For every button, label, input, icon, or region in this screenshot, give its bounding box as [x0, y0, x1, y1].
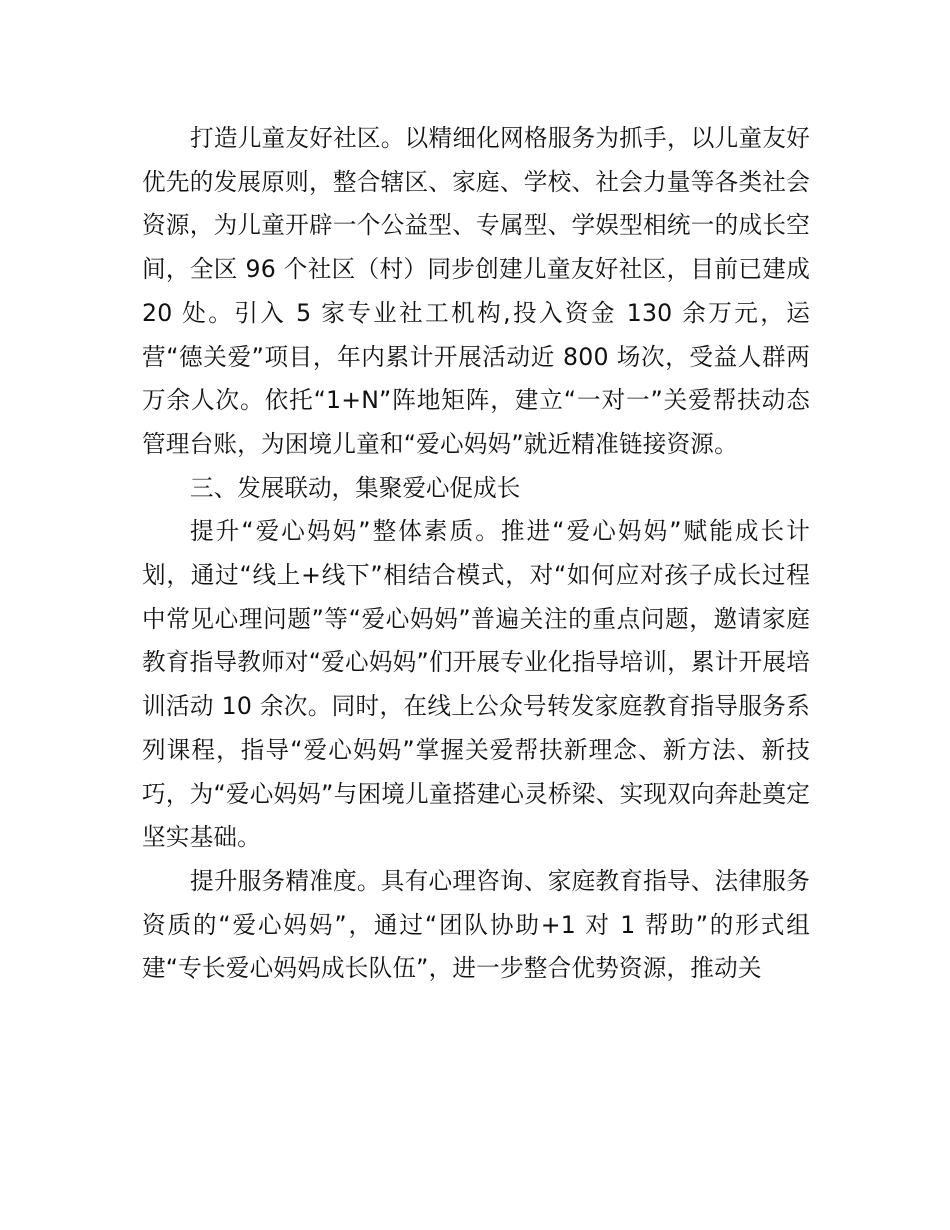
section-heading: 三、发展联动，集聚爱心促成长	[190, 473, 521, 502]
paragraph-service-precision: 提升服务精准度。具有心理咨询、家庭教育指导、法律服务资质的“爱心妈妈”，通过“团队协助+1 对 1 帮助”的形式组建“专长爱心妈妈成长队伍”，进一步整合优势资源，推动关	[142, 866, 810, 983]
document-page	[142, 117, 810, 991]
paragraph-child-friendly-community: 打造儿童友好社区。以精细化网格服务为抓手，以儿童友好优先的发展原则，整合辖区、家庭、学校、社会力量等各类社会资源，为儿童开辟一个公益型、专属型、学娱型相统一的成长空间，全区 96 个社区（村）同步创建儿童友好社区，目前已建成 20 处。引入 5 家专业社工机构,投入资金 130 余万元，运营“德关爱”项目，年内累计开展活动近 800 场次，受益人群两万余人次。依托“1+N”阵地矩阵，建立“一对一”关爱帮扶动态管理台账，为困境儿童和“爱心妈妈”就近精准链接资源。	[142, 124, 810, 458]
paragraph-caring-mothers-quality: 提升“爱心妈妈”整体素质。推进“爱心妈妈”赋能成长计划，通过“线上+线下”相结合模式，对“如何应对孩子成长过程中常见心理问题”等“爱心妈妈”普遍关注的重点问题，邀请家庭教育指导教师对“爱心妈妈”们开展专业化指导培训，累计开展培训活动 10 余次。同时，在线上公众号转发家庭教育指导服务系列课程，指导“爱心妈妈”掌握关爱帮扶新理念、新方法、新技巧，为“爱心妈妈”与困境儿童搭建心灵桥梁、实现双向奔赴奠定坚实基础。	[142, 517, 810, 852]
